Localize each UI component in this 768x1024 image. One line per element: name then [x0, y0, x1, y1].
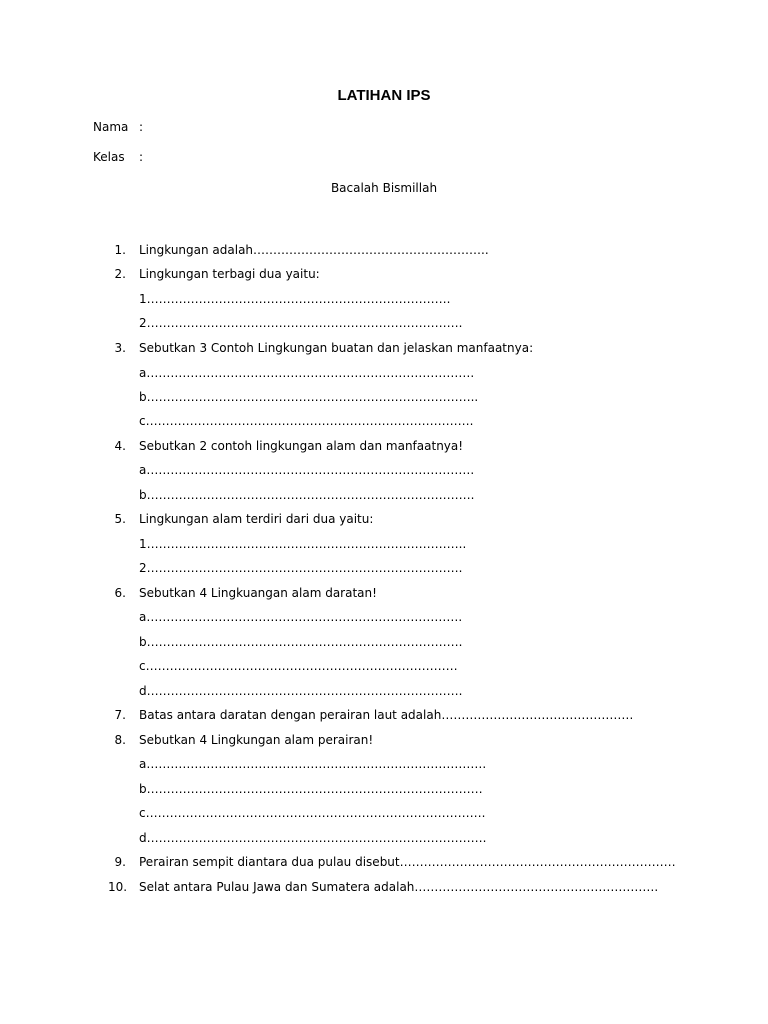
- subtitle: Bacalah Bismillah: [330, 181, 438, 195]
- nama-field: [93, 120, 143, 134]
- kelas-label: Kelas: [93, 150, 125, 164]
- answer-line: 1………………………………………………………………….: [139, 292, 451, 306]
- question-4: Sebutkan 2 contoh lingkungan alam dan manfaatnya!: [139, 439, 464, 453]
- question-number-6: 6.: [114, 586, 126, 600]
- answer-line: a………………………………………………………………………….: [139, 757, 487, 771]
- question-number-7: 7.: [114, 708, 126, 722]
- question-number-2: 2.: [114, 267, 126, 281]
- nama-colon: :: [139, 120, 144, 134]
- nama-label: Nama: [93, 120, 129, 134]
- kelas-field: [93, 150, 143, 164]
- answer-line: a……………………………………………………………………….: [139, 463, 475, 477]
- answer-line: 2…………………………………………………………………….: [139, 561, 463, 575]
- answer-line: c……………………………………………………………………….: [139, 414, 474, 428]
- question-number-8: 8.: [114, 733, 126, 747]
- answer-line: a…………………………………………………………………….: [139, 610, 463, 624]
- answer-line: b…………………………………………………………………….: [139, 635, 463, 649]
- question-8: Sebutkan 4 Lingkungan alam perairan!: [139, 733, 374, 747]
- question-2: Lingkungan terbagi dua yaitu:: [139, 267, 320, 281]
- question-7: Batas antara daratan dengan perairan laut adalah…………………………………………: [139, 708, 634, 722]
- question-3: Sebutkan 3 Contoh Lingkungan buatan dan jelaskan manfaatnya:: [139, 341, 534, 355]
- page-title: LATIHAN IPS: [337, 87, 431, 104]
- question-number-1: 1.: [114, 243, 126, 257]
- answer-line: 2…………………………………………………………………….: [139, 316, 463, 330]
- answer-line: c………………………………………………………………………….: [139, 806, 486, 820]
- answer-line: b………………………………………………………………………..: [139, 390, 479, 404]
- answer-line: a……………………………………………………………………….: [139, 366, 475, 380]
- answer-line: b……………………………………………………………………….: [139, 488, 475, 502]
- question-6: Sebutkan 4 Lingkuangan alam daratan!: [139, 586, 377, 600]
- kelas-colon: :: [139, 150, 144, 164]
- question-9: Perairan sempit diantara dua pulau disebut……………………………………………………………: [139, 855, 676, 869]
- question-number-10: 10.: [108, 880, 128, 894]
- question-5: Lingkungan alam terdiri dari dua yaitu:: [139, 512, 374, 526]
- question-number-4: 4.: [114, 439, 126, 453]
- question-number-3: 3.: [114, 341, 126, 355]
- answer-line: c……………………………………………………………………: [139, 659, 458, 673]
- question-number-9: 9.: [114, 855, 126, 869]
- answer-line: 1……………………………………………………………………..: [139, 537, 467, 551]
- answer-line: b…………………………………………………………………………: [139, 782, 483, 796]
- answer-line: d…………………………………………………………………….: [139, 684, 463, 698]
- question-10: Selat antara Pulau Jawa dan Sumatera adalah…………………………………………………….: [139, 880, 659, 894]
- question-1: Lingkungan adalah…………………………………………………..: [139, 243, 489, 257]
- answer-line: d………………………………………………………………………….: [139, 831, 487, 845]
- question-number-5: 5.: [114, 512, 126, 526]
